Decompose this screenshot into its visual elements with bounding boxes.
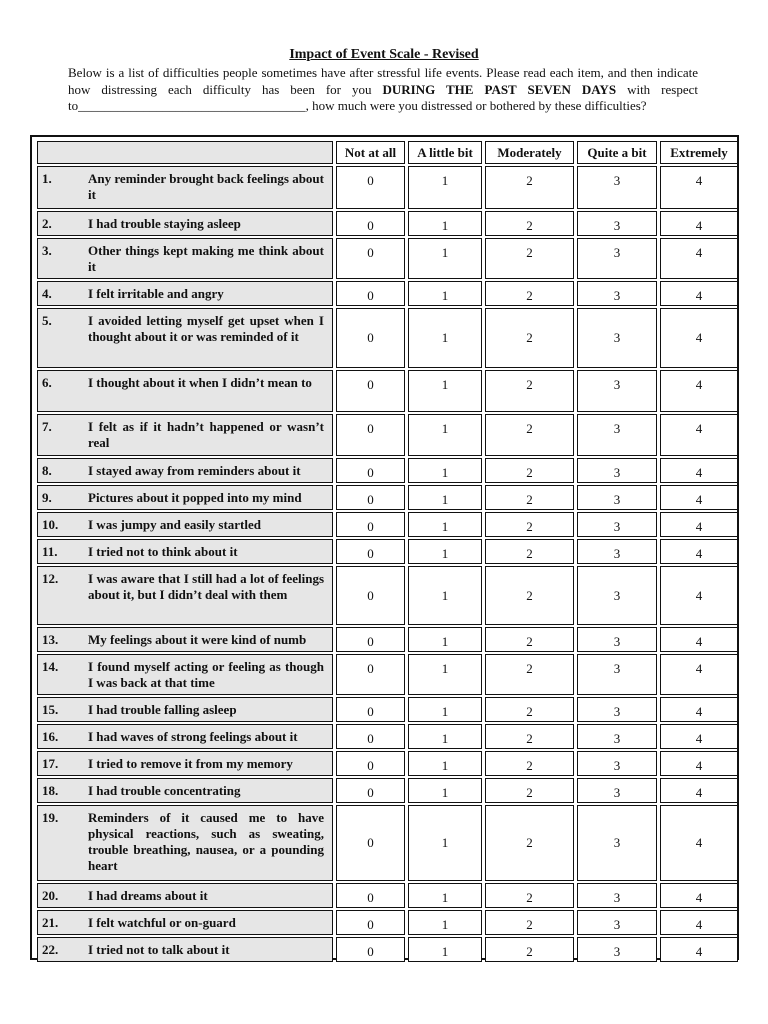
header-corner-cell xyxy=(37,141,333,164)
item-wrap xyxy=(42,659,324,691)
score-option-0[interactable]: 0 xyxy=(336,539,405,564)
score-option-1[interactable]: 1 xyxy=(408,485,482,510)
score-option-2[interactable]: 2 xyxy=(485,566,574,625)
item-text: I tried not to talk about it xyxy=(88,942,230,957)
item-cell xyxy=(37,281,333,306)
score-option-2[interactable]: 2 xyxy=(485,724,574,749)
item-text: Reminders of it caused me to have physical reactions, such as sweating, trouble breathing, nausea, or a pounding heart xyxy=(88,810,324,873)
score-option-4[interactable]: 4 xyxy=(660,238,738,279)
score-option-0[interactable]: 0 xyxy=(336,697,405,722)
item-text: I had trouble staying asleep xyxy=(88,216,241,231)
score-option-2[interactable]: 2 xyxy=(485,805,574,881)
score-option-4[interactable]: 4 xyxy=(660,910,738,935)
score-option-4[interactable]: 4 xyxy=(660,308,738,368)
score-option-1[interactable]: 1 xyxy=(408,778,482,803)
item-wrap xyxy=(42,216,324,232)
item-wrap xyxy=(42,888,324,904)
score-option-2[interactable]: 2 xyxy=(485,751,574,776)
table-row xyxy=(37,512,738,537)
score-option-2[interactable]: 2 xyxy=(485,539,574,564)
score-option-1[interactable]: 1 xyxy=(408,414,482,456)
item-wrap xyxy=(42,419,324,451)
item-text: I thought about it when I didn’t mean to xyxy=(88,375,312,390)
score-option-2[interactable]: 2 xyxy=(485,166,574,209)
score-option-2[interactable]: 2 xyxy=(485,211,574,236)
score-option-1[interactable]: 1 xyxy=(408,512,482,537)
score-option-3[interactable]: 3 xyxy=(577,414,657,456)
score-option-4[interactable]: 4 xyxy=(660,370,738,412)
item-cell xyxy=(37,751,333,776)
item-cell xyxy=(37,627,333,652)
table-row xyxy=(37,485,738,510)
score-option-4[interactable]: 4 xyxy=(660,883,738,908)
score-option-0[interactable]: 0 xyxy=(336,281,405,306)
table-row xyxy=(37,883,738,908)
score-option-3[interactable]: 3 xyxy=(577,937,657,962)
item-wrap xyxy=(42,544,324,560)
item-wrap xyxy=(42,490,324,506)
score-option-0[interactable]: 0 xyxy=(336,211,405,236)
item-cell xyxy=(37,910,333,935)
item-cell xyxy=(37,697,333,722)
score-option-4[interactable]: 4 xyxy=(660,937,738,962)
item-text: I had dreams about it xyxy=(88,888,208,903)
item-wrap xyxy=(42,463,324,479)
score-option-1[interactable]: 1 xyxy=(408,751,482,776)
item-text: I felt watchful or on-guard xyxy=(88,915,236,930)
score-option-4[interactable]: 4 xyxy=(660,778,738,803)
score-option-0[interactable]: 0 xyxy=(336,458,405,483)
item-number: 12. xyxy=(42,571,59,586)
score-option-0[interactable]: 0 xyxy=(336,166,405,209)
column-header-quite-a-bit: Quite a bit xyxy=(577,141,657,164)
score-option-1[interactable]: 1 xyxy=(408,211,482,236)
item-number: 19. xyxy=(42,810,59,825)
table-row xyxy=(37,910,738,935)
score-option-3[interactable]: 3 xyxy=(577,883,657,908)
score-option-0[interactable]: 0 xyxy=(336,937,405,962)
table-row xyxy=(37,566,738,625)
item-number: 17. xyxy=(42,756,59,771)
score-option-1[interactable]: 1 xyxy=(408,370,482,412)
score-option-2[interactable]: 2 xyxy=(485,937,574,962)
item-text: I was jumpy and easily startled xyxy=(88,517,261,532)
score-option-0[interactable]: 0 xyxy=(336,910,405,935)
score-option-3[interactable]: 3 xyxy=(577,805,657,881)
item-number: 3. xyxy=(42,243,52,258)
item-cell xyxy=(37,238,333,279)
score-option-1[interactable]: 1 xyxy=(408,627,482,652)
item-cell xyxy=(37,566,333,625)
item-number: 20. xyxy=(42,888,59,903)
score-option-1[interactable]: 1 xyxy=(408,910,482,935)
item-wrap xyxy=(42,313,324,345)
score-option-3[interactable]: 3 xyxy=(577,566,657,625)
item-number: 14. xyxy=(42,659,59,674)
score-option-2[interactable]: 2 xyxy=(485,697,574,722)
item-wrap xyxy=(42,702,324,718)
score-option-2[interactable]: 2 xyxy=(485,370,574,412)
item-text: I tried not to think about it xyxy=(88,544,238,559)
table-row xyxy=(37,458,738,483)
item-number: 9. xyxy=(42,490,52,505)
score-option-0[interactable]: 0 xyxy=(336,308,405,368)
score-option-0[interactable]: 0 xyxy=(336,512,405,537)
item-cell xyxy=(37,724,333,749)
table-row xyxy=(37,778,738,803)
score-option-1[interactable]: 1 xyxy=(408,308,482,368)
item-number: 8. xyxy=(42,463,52,478)
score-option-1[interactable]: 1 xyxy=(408,539,482,564)
item-cell xyxy=(37,211,333,236)
score-option-3[interactable]: 3 xyxy=(577,751,657,776)
score-option-0[interactable]: 0 xyxy=(336,238,405,279)
rating-table xyxy=(34,139,741,964)
score-option-4[interactable]: 4 xyxy=(660,281,738,306)
column-header-moderately: Moderately xyxy=(485,141,574,164)
table-row xyxy=(37,281,738,306)
score-option-4[interactable]: 4 xyxy=(660,211,738,236)
score-option-2[interactable]: 2 xyxy=(485,778,574,803)
score-option-4[interactable]: 4 xyxy=(660,485,738,510)
item-number: 16. xyxy=(42,729,59,744)
score-option-2[interactable]: 2 xyxy=(485,910,574,935)
score-option-3[interactable]: 3 xyxy=(577,458,657,483)
score-option-3[interactable]: 3 xyxy=(577,281,657,306)
item-cell xyxy=(37,485,333,510)
instructions-part-3: , how much were you distressed or bothered by these difficulties? xyxy=(305,98,647,113)
item-number: 13. xyxy=(42,632,59,647)
table-row xyxy=(37,211,738,236)
item-text: I found myself acting or feeling as though I was back at that time xyxy=(88,659,324,690)
item-text: I had trouble concentrating xyxy=(88,783,241,798)
column-header-extremely: Extremely xyxy=(660,141,738,164)
rating-table-frame xyxy=(30,135,739,960)
item-wrap xyxy=(42,942,324,958)
score-option-2[interactable]: 2 xyxy=(485,238,574,279)
score-option-4[interactable]: 4 xyxy=(660,751,738,776)
score-option-4[interactable]: 4 xyxy=(660,724,738,749)
instructions-emphasis: DURING THE PAST SEVEN DAYS xyxy=(382,81,617,97)
table-row xyxy=(37,724,738,749)
score-option-0[interactable]: 0 xyxy=(336,627,405,652)
item-number: 5. xyxy=(42,313,52,328)
score-option-2[interactable]: 2 xyxy=(485,414,574,456)
table-row xyxy=(37,937,738,962)
item-cell xyxy=(37,308,333,368)
item-cell xyxy=(37,370,333,412)
item-number: 7. xyxy=(42,419,52,434)
score-option-4[interactable]: 4 xyxy=(660,805,738,881)
item-text: Other things kept making me think about it xyxy=(88,243,324,274)
column-header-not-at-all: Not at all xyxy=(336,141,405,164)
score-option-3[interactable]: 3 xyxy=(577,238,657,279)
table-row xyxy=(37,166,738,209)
table-row xyxy=(37,627,738,652)
score-option-0[interactable]: 0 xyxy=(336,414,405,456)
score-option-2[interactable]: 2 xyxy=(485,281,574,306)
item-number: 4. xyxy=(42,286,52,301)
table-row xyxy=(37,805,738,881)
event-blank-field[interactable]: ___________________________________ xyxy=(78,98,306,113)
score-option-0[interactable]: 0 xyxy=(336,778,405,803)
item-number: 11. xyxy=(42,544,58,559)
item-cell xyxy=(37,539,333,564)
score-option-1[interactable]: 1 xyxy=(408,566,482,625)
score-option-4[interactable]: 4 xyxy=(660,512,738,537)
score-option-0[interactable]: 0 xyxy=(336,654,405,695)
item-cell xyxy=(37,654,333,695)
score-option-0[interactable]: 0 xyxy=(336,724,405,749)
item-wrap xyxy=(42,756,324,772)
table-row xyxy=(37,539,738,564)
item-number: 18. xyxy=(42,783,59,798)
score-option-3[interactable]: 3 xyxy=(577,910,657,935)
item-text: My feelings about it were kind of numb xyxy=(88,632,307,647)
score-option-0[interactable]: 0 xyxy=(336,805,405,881)
score-option-3[interactable]: 3 xyxy=(577,778,657,803)
score-option-4[interactable]: 4 xyxy=(660,458,738,483)
score-option-0[interactable]: 0 xyxy=(336,566,405,625)
score-option-2[interactable]: 2 xyxy=(485,654,574,695)
instructions-part-2: with respect to xyxy=(68,81,698,113)
score-option-3[interactable]: 3 xyxy=(577,627,657,652)
table-row xyxy=(37,370,738,412)
score-option-1[interactable]: 1 xyxy=(408,697,482,722)
score-option-3[interactable]: 3 xyxy=(577,166,657,209)
item-cell xyxy=(37,937,333,962)
column-header-a-little-bit: A little bit xyxy=(408,141,482,164)
score-option-4[interactable]: 4 xyxy=(660,697,738,722)
item-cell xyxy=(37,883,333,908)
table-row xyxy=(37,751,738,776)
item-text: I had trouble falling asleep xyxy=(88,702,237,717)
score-option-1[interactable]: 1 xyxy=(408,654,482,695)
item-wrap xyxy=(42,915,324,931)
score-option-2[interactable]: 2 xyxy=(485,458,574,483)
score-option-2[interactable]: 2 xyxy=(485,883,574,908)
item-text: I had waves of strong feelings about it xyxy=(88,729,298,744)
item-text: I felt as if it hadn’t happened or wasn’t real xyxy=(88,419,324,450)
header-row xyxy=(37,141,738,164)
item-number: 10. xyxy=(42,517,59,532)
item-wrap xyxy=(42,632,324,648)
item-text: I tried to remove it from my memory xyxy=(88,756,293,771)
item-wrap xyxy=(42,375,324,391)
score-option-4[interactable]: 4 xyxy=(660,414,738,456)
table-row xyxy=(37,654,738,695)
score-option-4[interactable]: 4 xyxy=(660,627,738,652)
item-wrap xyxy=(42,810,324,874)
score-option-1[interactable]: 1 xyxy=(408,724,482,749)
score-option-0[interactable]: 0 xyxy=(336,883,405,908)
item-wrap xyxy=(42,243,324,275)
item-text: I felt irritable and angry xyxy=(88,286,224,301)
score-option-3[interactable]: 3 xyxy=(577,308,657,368)
item-wrap xyxy=(42,783,324,799)
score-option-2[interactable]: 2 xyxy=(485,512,574,537)
item-cell xyxy=(37,166,333,209)
score-option-1[interactable]: 1 xyxy=(408,281,482,306)
score-option-2[interactable]: 2 xyxy=(485,627,574,652)
item-number: 2. xyxy=(42,216,52,231)
item-text: I avoided letting myself get upset when I thought about it or was reminded of it xyxy=(88,313,324,344)
item-number: 1. xyxy=(42,171,52,186)
item-cell xyxy=(37,805,333,881)
score-option-2[interactable]: 2 xyxy=(485,485,574,510)
item-wrap xyxy=(42,571,324,603)
score-option-1[interactable]: 1 xyxy=(408,937,482,962)
item-number: 22. xyxy=(42,942,59,957)
score-option-3[interactable]: 3 xyxy=(577,211,657,236)
form-title: Impact of Event Scale - Revised xyxy=(289,47,479,62)
item-number: 15. xyxy=(42,702,59,717)
item-cell xyxy=(37,414,333,456)
table-row xyxy=(37,414,738,456)
item-cell xyxy=(37,778,333,803)
item-text: Pictures about it popped into my mind xyxy=(88,490,302,505)
score-option-1[interactable]: 1 xyxy=(408,883,482,908)
item-number: 21. xyxy=(42,915,59,930)
score-option-1[interactable]: 1 xyxy=(408,238,482,279)
score-option-3[interactable]: 3 xyxy=(577,539,657,564)
item-text: Any reminder brought back feelings about it xyxy=(88,171,324,202)
item-number: 6. xyxy=(42,375,52,390)
score-option-4[interactable]: 4 xyxy=(660,166,738,209)
score-option-3[interactable]: 3 xyxy=(577,485,657,510)
table-row xyxy=(37,238,738,279)
score-option-3[interactable]: 3 xyxy=(577,512,657,537)
score-option-1[interactable]: 1 xyxy=(408,805,482,881)
score-option-2[interactable]: 2 xyxy=(485,308,574,368)
score-option-0[interactable]: 0 xyxy=(336,751,405,776)
item-wrap xyxy=(42,729,324,745)
score-option-0[interactable]: 0 xyxy=(336,485,405,510)
score-option-4[interactable]: 4 xyxy=(660,539,738,564)
item-rows xyxy=(37,166,738,962)
score-option-3[interactable]: 3 xyxy=(577,697,657,722)
score-option-1[interactable]: 1 xyxy=(408,166,482,209)
item-text: I was aware that I still had a lot of feelings about it, but I didn’t deal with them xyxy=(88,571,324,602)
item-wrap xyxy=(42,171,324,203)
score-option-3[interactable]: 3 xyxy=(577,724,657,749)
score-option-3[interactable]: 3 xyxy=(577,654,657,695)
item-cell xyxy=(37,458,333,483)
score-option-4[interactable]: 4 xyxy=(660,654,738,695)
item-wrap xyxy=(42,517,324,533)
score-option-1[interactable]: 1 xyxy=(408,458,482,483)
table-row xyxy=(37,308,738,368)
score-option-4[interactable]: 4 xyxy=(660,566,738,625)
instructions xyxy=(68,65,698,115)
score-option-3[interactable]: 3 xyxy=(577,370,657,412)
item-wrap xyxy=(42,286,324,302)
item-cell xyxy=(37,512,333,537)
table-row xyxy=(37,697,738,722)
item-text: I stayed away from reminders about it xyxy=(88,463,301,478)
instructions-part-1: Below is a list of difficulties people sometimes have after stressful life events. Please read each item, and then indicate how distressing each difficulty has been for you xyxy=(68,65,698,97)
score-option-0[interactable]: 0 xyxy=(336,370,405,412)
